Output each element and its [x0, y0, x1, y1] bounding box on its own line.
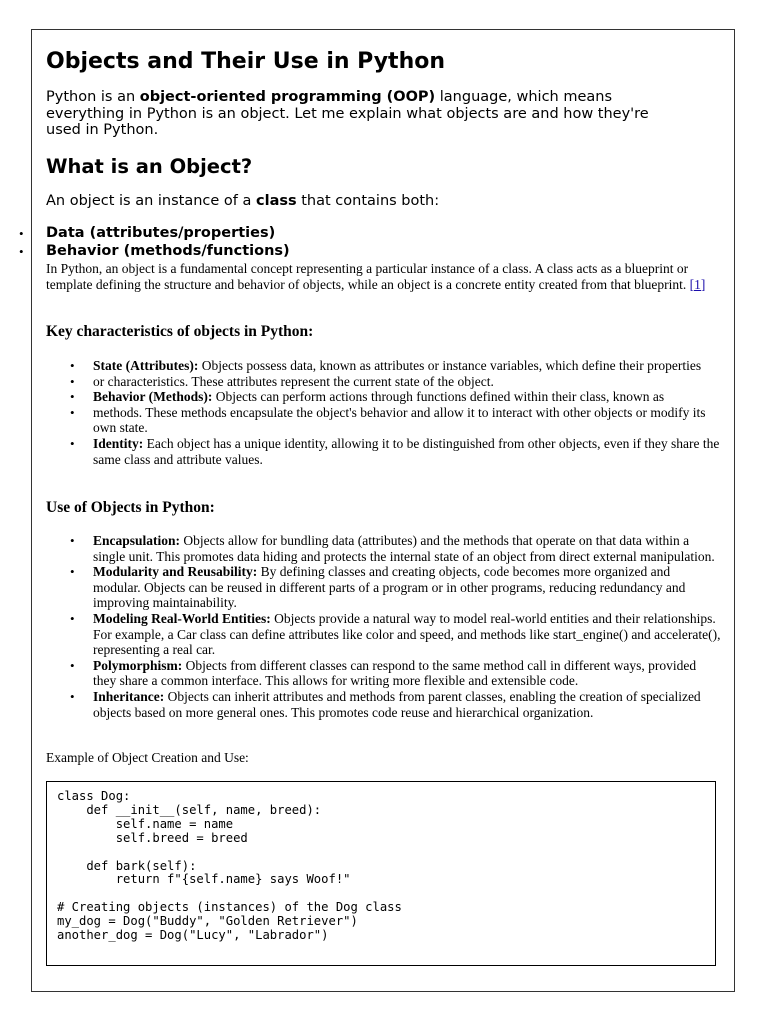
intro-text-after: language, which means everything in Python is an object. Let me explain what objects are and how they're used in Python.: [46, 89, 649, 138]
list-item: [93, 436, 721, 467]
item-label: Identity:: [93, 435, 144, 451]
what-is-object-heading: What is an Object?: [46, 155, 253, 178]
item-label: State (Attributes):: [93, 358, 199, 373]
code-block: [46, 781, 716, 966]
list-item: [93, 405, 721, 436]
item-label: Encapsulation:: [93, 533, 181, 548]
item-label: Inheritance:: [93, 688, 165, 704]
intro-text-before: Python is an: [46, 89, 140, 105]
list-item: [93, 389, 721, 405]
list-item: [93, 611, 721, 658]
item-text: Objects possess data, known as attributes or instance variables, which define their properties: [198, 358, 702, 373]
item-text: By defining classes and creating objects, code becomes more organized and modular. Objects can be reused in different parts of a program or in other programs, reducing redundancy and improving maintainability.: [93, 564, 686, 611]
item-text: Objects from different classes can respond to the same method call in different ways, provided they share a common interface. This allows for writing more flexible and extensible code.: [93, 657, 697, 689]
use-of-objects-list: [93, 533, 721, 720]
item-text: Objects can perform actions through functions defined within their class, known as: [212, 389, 665, 405]
list-item: [93, 689, 721, 720]
list-item: [93, 564, 721, 611]
item-text: or characteristics. These attributes represent the current state of the object.: [93, 373, 494, 389]
fundamental-text: In Python, an object is a fundamental concept representing a particular instance of a class. A class acts as a blueprint or template defining the structure and behavior of objects, while an object is a concrete entity created from that blueprint.: [46, 261, 690, 292]
list-item: [93, 374, 721, 390]
list-item: [93, 533, 721, 564]
item-text: Objects allow for bundling data (attributes) and the methods that operate on that data within a single unit. This promotes data hiding and protects the internal state of an object from direct external manipulation.: [93, 533, 715, 564]
item-label: Modeling Real-World Entities:: [93, 610, 271, 626]
definition-text-after: that contains both:: [296, 193, 440, 209]
key-characteristics-list: [93, 358, 721, 467]
list-item: • Data (attributes/properties): [46, 225, 290, 243]
item-text: Objects can inherit attributes and methods from parent classes, enabling the creation of specialized objects based on more general ones. This promotes code reuse and hierarchical organization.: [93, 688, 701, 720]
key-characteristics-heading: Key characteristics of objects in Python:: [46, 323, 314, 340]
page-title: Objects and Their Use in Python: [46, 49, 446, 74]
list-item: [93, 658, 721, 689]
item-text: methods. These methods encapsulate the object's behavior and allow it to interact with other objects or modify its own state.: [93, 404, 706, 436]
item-label: Polymorphism:: [93, 657, 183, 673]
code-listing: class Dog: def __init__(self, name, breed): self.name = name self.breed = breed def bark(self): return f"{self.name} says Woof!" # Creating objects (instances) of the Dog class my_dog = Dog("Buddy", "Golden Retriever") another_dog = Dog("Lucy", "Labrador"): [57, 789, 402, 943]
item-text: Objects provide a natural way to model real-world entities and their relationships. For example, a Car class can define attributes like color and speed, and methods like start_engine() and accelerate(), representing a real car.: [93, 610, 721, 658]
intro-paragraph: [46, 89, 686, 139]
item-label: Modularity and Reusability:: [93, 564, 258, 580]
item-text: Each object has a unique identity, allowing it to be distinguished from other objects, even if they share the same class and attribute values.: [93, 435, 720, 467]
list-item: [93, 358, 721, 374]
use-of-objects-heading: Use of Objects in Python:: [46, 499, 215, 516]
object-definition: [46, 192, 439, 210]
fundamental-paragraph: [46, 261, 722, 292]
definition-bold-term: class: [256, 193, 297, 209]
citation-link[interactable]: [1]: [689, 276, 706, 292]
item-label: Behavior (Methods):: [93, 389, 213, 405]
object-components-list: [46, 225, 290, 260]
definition-text-before: An object is an instance of a: [46, 193, 257, 209]
example-caption: Example of Object Creation and Use:: [46, 750, 249, 765]
list-item: • Behavior (methods/functions): [46, 243, 290, 261]
intro-bold-term: object-oriented programming (OOP): [139, 89, 436, 105]
